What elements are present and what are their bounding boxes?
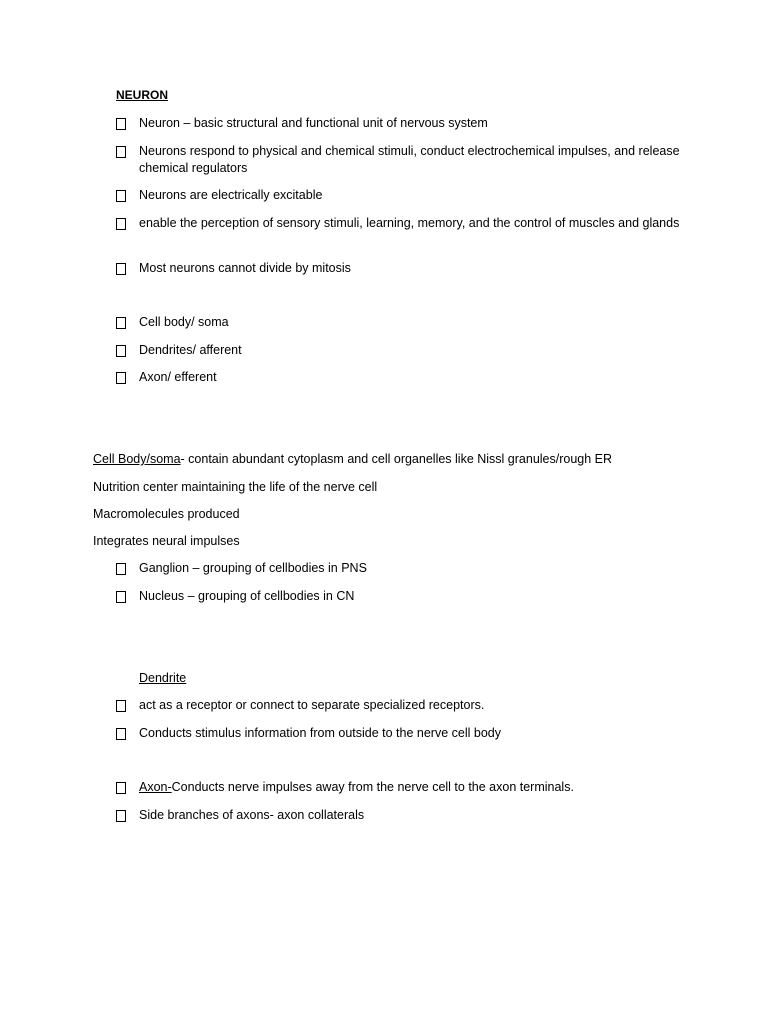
- bullet-box-icon: [116, 372, 126, 384]
- list-item: Most neurons cannot divide by mitosis: [139, 261, 351, 275]
- bullet-box-icon: [116, 810, 126, 822]
- bullet-box-icon: [116, 190, 126, 202]
- bullet-box-icon: [116, 782, 126, 794]
- list-item: Conducts stimulus information from outside to the nerve cell body: [139, 726, 501, 740]
- page-title: NEURON: [116, 88, 169, 102]
- list-item: Cell body/ soma: [139, 315, 229, 329]
- bullet-box-icon: [116, 728, 126, 740]
- bullet-box-icon: [116, 146, 126, 158]
- cell-body-line: Macromolecules produced: [93, 507, 240, 521]
- cell-body-term: Cell Body/soma: [93, 452, 181, 466]
- dendrite-heading: Dendrite: [139, 671, 187, 685]
- axon-term: Axon-: [139, 780, 172, 794]
- bullet-box-icon: [116, 700, 126, 712]
- list-item: act as a receptor or connect to separate specialized receptors.: [139, 698, 485, 712]
- cell-body-line: Nutrition center maintaining the life of the nerve cell: [93, 480, 378, 494]
- list-item: Nucleus – grouping of cellbodies in CN: [139, 589, 355, 603]
- list-item: Ganglion – grouping of cellbodies in PNS: [139, 561, 367, 575]
- bullet-box-icon: [116, 345, 126, 357]
- cell-body-line: Integrates neural impulses: [93, 534, 240, 548]
- cell-body-definition: [93, 451, 693, 468]
- bullet-box-icon: [116, 591, 126, 603]
- cell-body-definition-text: - contain abundant cytoplasm and cell organelles like Nissl granules/rough ER: [180, 452, 613, 466]
- bullet-box-icon: [116, 263, 126, 275]
- bullet-box-icon: [116, 317, 126, 329]
- list-item: enable the perception of sensory stimuli, learning, memory, and the control of muscles and glands: [139, 216, 680, 230]
- list-item: Axon/ efferent: [139, 370, 217, 384]
- bullet-box-icon: [116, 218, 126, 230]
- axon-definition: [139, 779, 684, 796]
- list-item: Neurons respond to physical and chemical stimuli, conduct electrochemical impulses, and release chemical regulators: [139, 144, 680, 175]
- bullet-box-icon: [116, 118, 126, 130]
- axon-definition-text: Conducts nerve impulses away from the nerve cell to the axon terminals.: [171, 780, 574, 794]
- bullet-box-icon: [116, 563, 126, 575]
- list-item: Side branches of axons- axon collaterals: [139, 808, 365, 822]
- list-item: Neuron – basic structural and functional unit of nervous system: [139, 116, 488, 130]
- list-item: Neurons are electrically excitable: [139, 188, 323, 202]
- list-item: Dendrites/ afferent: [139, 343, 242, 357]
